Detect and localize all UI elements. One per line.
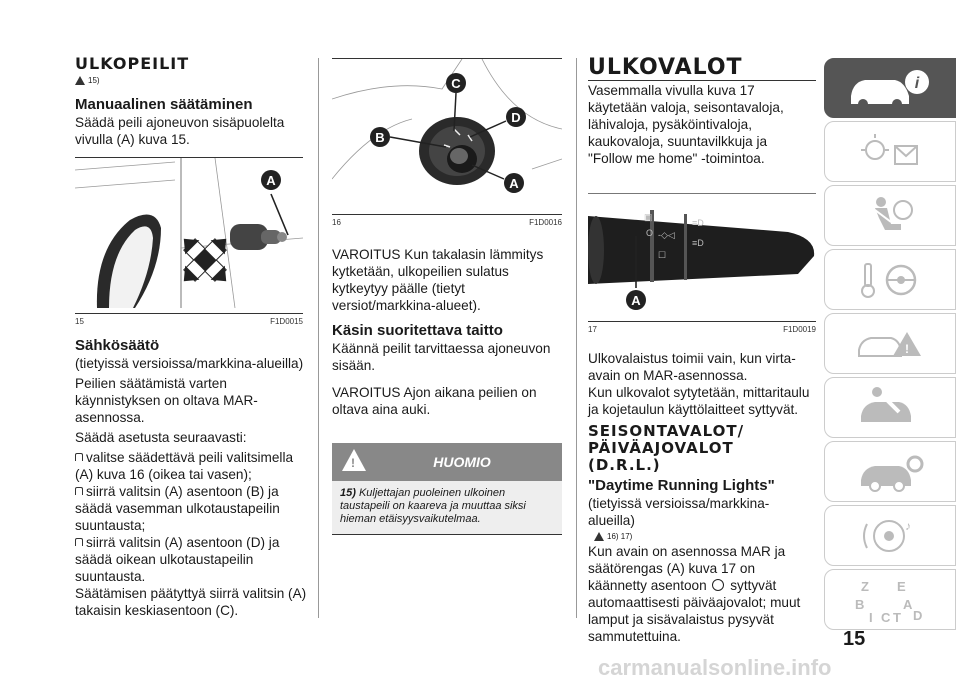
manual-fold-text: Käännä peilit tarvittaessa ajoneuvon sisään. [332, 341, 551, 373]
mirror-selector-illustration [332, 59, 562, 209]
figure-number: 15 [75, 317, 84, 326]
tab-index[interactable] [824, 569, 956, 630]
drl-heading: "Daytime Running Lights" [588, 477, 775, 494]
warning-ref-text: 15) [88, 76, 100, 85]
title-rule [588, 80, 816, 81]
svg-text:D: D [913, 607, 923, 623]
drl-description-part-2: syttyvät automaattisesti päiväajovalot; muut lamput ja sisävalaistus pysyvät sammutettuina. [588, 578, 801, 644]
note-title: HUOMIO [433, 454, 491, 470]
figure-bottom-rule [588, 321, 816, 322]
figure-15 [75, 157, 303, 326]
watermark: carmanualsonline.info [598, 655, 832, 680]
tab-multimedia[interactable] [824, 505, 956, 566]
figure-code: F1D0019 [783, 325, 816, 334]
bullet-item-2-text: siirrä valitsin (A) asentoon (B) ja säädä vasemman ulkotaustapeilin suuntausta; [75, 484, 280, 533]
svg-text:B: B [855, 596, 865, 612]
note-number: 15) [340, 487, 356, 499]
svg-text:≡D: ≡D [692, 218, 704, 228]
electric-adjust-body [75, 355, 307, 619]
warning-reference [75, 76, 100, 85]
drl-versions-text: (tietyissä versioissa/markkina-alueilla) [588, 496, 770, 528]
wrench-car-icon [845, 386, 935, 430]
dashboard-lights-icon [845, 130, 935, 174]
warning-reference [594, 532, 816, 541]
figure-caption [75, 317, 303, 326]
tab-maintenance[interactable] [824, 377, 956, 438]
bullet-item-3-text: siirrä valitsin (A) asentoon (D) ja säädä oikean ulkotaustapeilin suuntausta. [75, 535, 280, 584]
column-divider-2 [576, 58, 577, 618]
section-title-exterior-lights: ULKOVALOT [588, 55, 743, 80]
svg-text:-◇◁: -◇◁ [658, 230, 675, 240]
figure-17 [588, 196, 816, 334]
bullet-icon [75, 453, 83, 461]
bullet-item-2 [75, 483, 307, 534]
callout-c: C [451, 76, 461, 91]
light-stalk-illustration [588, 196, 816, 316]
bullet-item-3 [75, 534, 307, 585]
warning-car-icon [845, 322, 935, 366]
tab-starting-driving[interactable] [824, 249, 956, 310]
note-text: Kuljettajan puoleinen ulkoinen taustapeili on kaareva ja muuttaa siksi hieman etäisyysvaikutelmaa. [340, 487, 526, 525]
svg-text:☐: ☐ [658, 250, 667, 260]
callout-b: B [375, 130, 385, 145]
note-body [332, 481, 562, 535]
lights-intro-text: Vasemmalla vivulla kuva 17 käytetään valoja, seisontavaloja, lähivaloja, pysäköintivaloja, kaukovaloja, suuntavilkkuja ja "Follow me home" -toimintoa. [588, 83, 784, 166]
svg-text:O: O [646, 228, 654, 238]
figure-caption [332, 218, 562, 227]
svg-text:i: i [914, 75, 920, 92]
svg-text:I: I [869, 609, 873, 625]
steering-wheel-key-icon [845, 258, 935, 302]
index-az-icon [845, 575, 935, 625]
bullet-item-1-text: valitse säädettävä peili valitsimella (A) kuva 16 (oikea tai vasen); [75, 450, 294, 482]
electric-versions-text: (tietyissä versioissa/markkina-alueilla) [75, 356, 304, 371]
figure-code: F1D0016 [529, 218, 562, 227]
bullet-icon [75, 538, 83, 546]
figure-callout-a: A [631, 293, 641, 308]
col3-body [588, 350, 816, 645]
manual-adjust-text: Säädä peili ajoneuvon sisäpuolelta vivulla (A) kuva 15. [75, 115, 285, 147]
column-divider-1 [318, 58, 319, 618]
figure-top-rule [588, 193, 816, 194]
section-title-drl-line-3: (D.R.L.) [588, 456, 661, 474]
bullet-item-1 [75, 449, 307, 483]
svg-text:Z: Z [861, 578, 869, 594]
warning-exclamation: ! [351, 456, 355, 470]
callout-d: D [511, 110, 521, 125]
figure-16 [332, 58, 562, 227]
svg-text:A: A [903, 596, 913, 612]
callout-a: A [509, 176, 519, 191]
drl-description-part-1: Kun avain on asennossa MAR ja säätörengas (A) kuva 17 on käännetty asentoon [588, 544, 786, 593]
ignition-requirement-text: Ulkovalaistus toimii vain, kun virta-avain on MAR-asennossa. [588, 351, 796, 383]
section-title-drl [588, 423, 816, 474]
figure-code: F1D0015 [270, 317, 303, 326]
warning-triangle-icon [75, 76, 85, 85]
drl-description [588, 543, 816, 645]
car-info-icon [845, 66, 935, 110]
svg-text:!: ! [905, 341, 909, 356]
multimedia-icon [845, 514, 935, 558]
rear-defrost-warning: VAROITUS Kun takalasin lämmitys kytketään, ulkopeilien sulatus kytkeytyy päälle (tietyt versiot/markkina-alueet). [332, 247, 544, 313]
bullet-icon [75, 487, 83, 495]
airbag-seatbelt-icon [845, 194, 935, 238]
figure-callout-a: A [266, 173, 276, 188]
svg-text:T: T [893, 609, 901, 625]
svg-text:E: E [897, 578, 906, 594]
figure-bottom-rule [75, 313, 303, 314]
svg-text:♪: ♪ [905, 518, 911, 533]
svg-text:▣: ▣ [644, 212, 653, 222]
warning-ref-text: 16) 17) [607, 532, 633, 541]
col2-body [332, 246, 562, 418]
note-header [332, 443, 562, 481]
section-title-exterior-mirrors: ULKOPEILIT [75, 54, 190, 73]
dashboard-lights-text: Kun ulkovalot sytytetään, mittaritaulu ja kojetaulun käyttölaitteet syttyvät. [588, 385, 810, 417]
mirror-lever-illustration [75, 158, 303, 308]
figure-number: 16 [332, 218, 341, 227]
figure-bottom-rule [332, 214, 562, 215]
manual-adjust-heading: Manuaalinen säätäminen [75, 96, 253, 113]
electric-finish-text: Säätämisen päätyttyä siirrä valitsin (A) takaisin keskiasentoon (C). [75, 586, 307, 618]
specifications-icon [845, 450, 935, 494]
warning-triangle-icon [594, 532, 604, 541]
manual-fold-heading: Käsin suoritettava taitto [332, 322, 503, 339]
tab-emergency[interactable] [824, 313, 956, 374]
electric-adjust-heading: Sähkösäätö [75, 337, 160, 354]
tab-dashboard-lights[interactable] [824, 121, 956, 182]
light-switch-position-icon [712, 579, 724, 591]
tab-safety[interactable] [824, 185, 956, 246]
section-title-drl-line-1: SEISONTAVALOT/ [588, 422, 745, 440]
figure-caption [588, 325, 816, 334]
electric-ignition-text: Peilien säätämistä varten käynnistyksen on oltava MAR-asennossa. [75, 376, 258, 425]
electric-steps-intro: Säädä asetusta seuraavasti: [75, 430, 247, 445]
page-number: 15 [843, 628, 866, 650]
tab-technical-data[interactable] [824, 441, 956, 502]
svg-text:≡D: ≡D [692, 238, 704, 248]
figure-number: 17 [588, 325, 597, 334]
note-box [332, 443, 562, 535]
section-title-drl-line-2: PÄIVÄAJOVALOT [588, 439, 734, 457]
svg-text:C: C [881, 609, 891, 625]
mirrors-open-warning: VAROITUS Ajon aikana peilien on oltava aina auki. [332, 385, 537, 417]
tab-car-info[interactable] [824, 58, 956, 118]
